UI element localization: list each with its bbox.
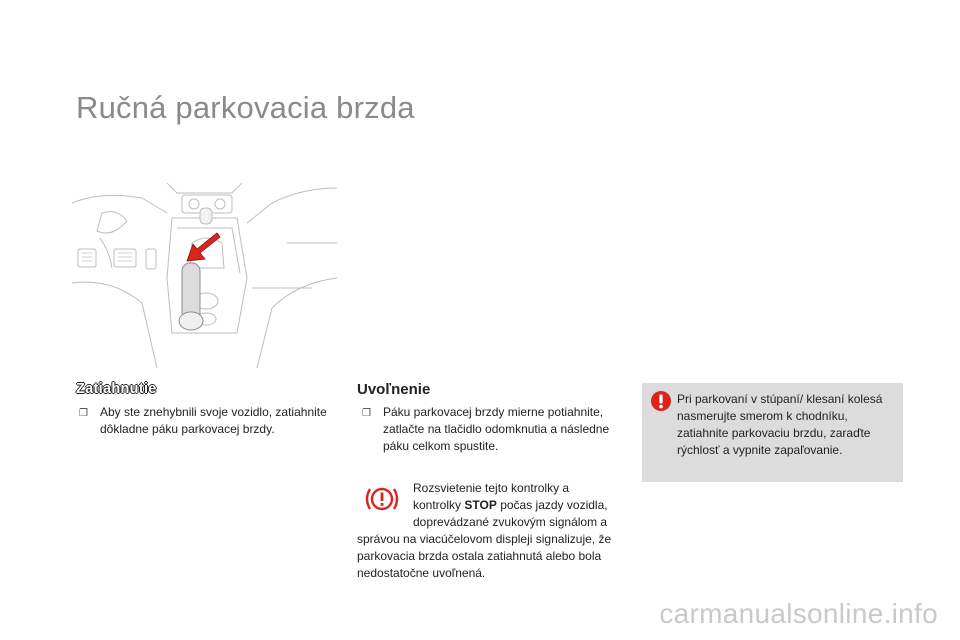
page-title: Ručná parkovacia brzda <box>76 90 415 125</box>
stop-label: STOP <box>464 498 497 512</box>
release-heading: Uvoľnenie <box>357 381 431 398</box>
lamp-note-line-c: doprevádzané zvukovým signálom a <box>413 515 608 529</box>
warning-exclamation-icon <box>650 390 672 412</box>
lamp-note-rest: správou na viacúčelovom displeji signalizuje, že parkovacia brzda ostala zatiahnutá alebo bola nedostatočne uvoľnená. <box>357 532 612 580</box>
apply-step-text: Aby ste znehybnili svoje vozidlo, zatiahnite dôkladne páku parkovacej brzdy. <box>100 405 327 436</box>
lamp-note <box>357 480 622 582</box>
checkbox-bullet-icon: ❐ <box>79 408 88 419</box>
notice-text: Pri parkovaní v stúpaní/ klesaní kolesá nasmerujte smerom k chodníku, zatiahnite parkovaciu brzdu, zaraďte rýchlosť a vypnite zapaľovanie. <box>677 392 883 457</box>
watermark: carmanualsonline.info <box>659 598 938 629</box>
release-step-text: Páku parkovacej brzdy mierne potiahnite, zatlačte na tlačidlo odomknutia a následne páku celkom spustite. <box>383 405 610 453</box>
lamp-note-line-b-post: počas jazdy vozidla, <box>500 498 608 512</box>
lamp-note-line-b-pre: kontrolky <box>413 498 462 512</box>
lamp-note-line-a: Rozsvietenie tejto kontrolky a <box>413 481 570 495</box>
apply-step <box>79 404 339 438</box>
handbrake-illustration <box>72 183 337 368</box>
apply-heading: Zatiahnutie <box>76 381 157 397</box>
lamp-note-line-b <box>357 497 622 514</box>
release-step <box>362 404 622 455</box>
checkbox-bullet-icon: ❐ <box>362 408 371 419</box>
